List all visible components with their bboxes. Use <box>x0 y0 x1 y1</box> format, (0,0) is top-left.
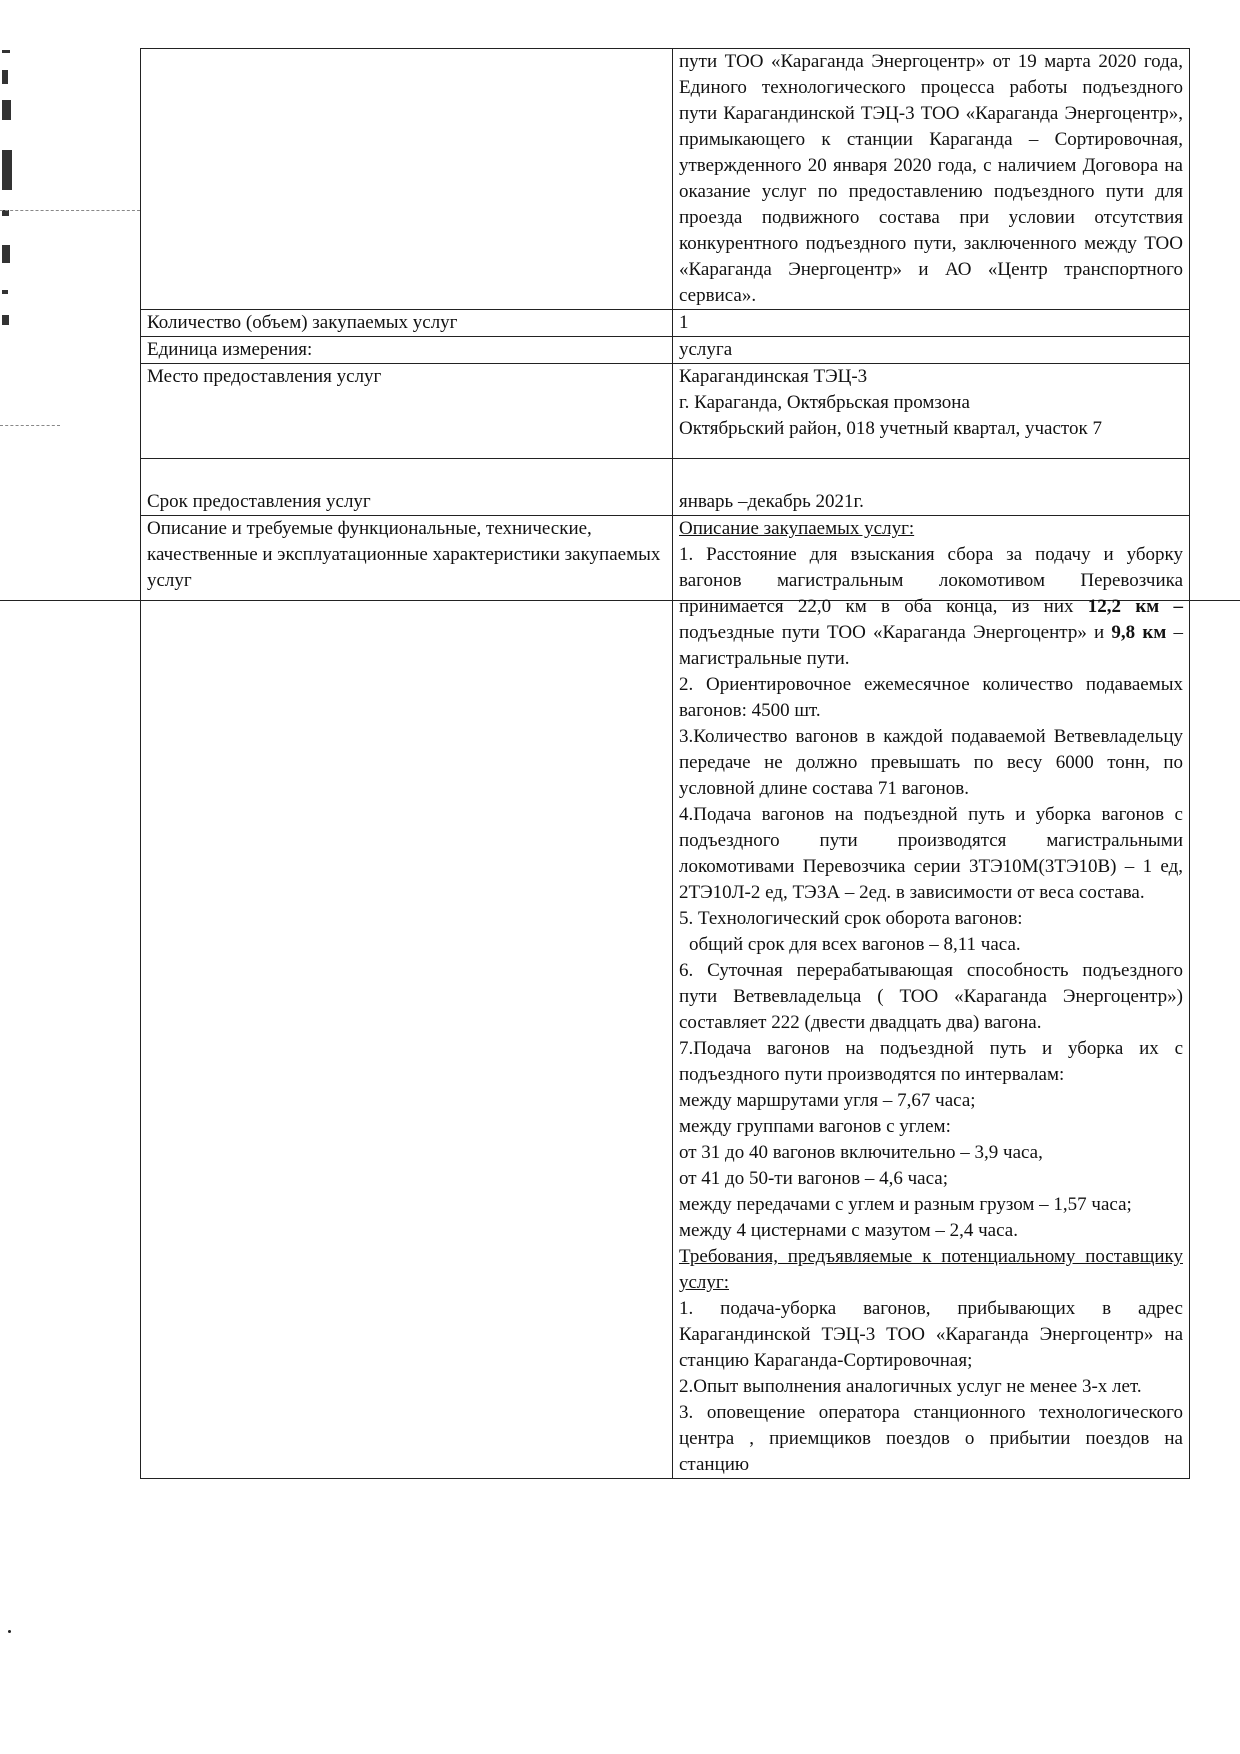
interval-line: между передачами с углем и разным грузом – 1,57 часа; <box>679 1194 1132 1215</box>
text-fragment: подъездные пути ТОО «Караганда Энергоцентр» и <box>679 622 1112 643</box>
description-paragraph: 5. Технологический срок оборота вагонов: <box>679 908 1023 929</box>
description-value <box>673 516 1190 1479</box>
description-paragraph: общий срок для всех вагонов – 8,11 часа. <box>689 934 1021 955</box>
description-paragraph: 2. Ориентировочное ежемесячное количество подаваемых вагонов: 4500 шт. <box>679 674 1183 721</box>
interval-line: между маршрутами угля – 7,67 часа; <box>679 1090 976 1111</box>
specification-table <box>140 48 1190 1479</box>
scan-margin-marks <box>2 40 14 340</box>
scan-dashed-line <box>0 425 60 426</box>
unit-value: услуга <box>673 337 1190 364</box>
description-heading: Описание закупаемых услуг: <box>679 518 915 539</box>
description-paragraph <box>679 542 1183 672</box>
text-fragment: –магистральные пути. <box>679 622 1183 669</box>
empty-cell <box>141 49 673 310</box>
description-label: Описание и требуемые функциональные, технические, качественные и эксплуатационные характеристики закупаемых услуг <box>141 516 673 1479</box>
place-line: г. Караганда, Октябрьская промзона <box>679 392 970 413</box>
interval-line: от 31 до 40 вагонов включительно – 3,9 часа, <box>679 1142 1043 1163</box>
interval-line: между 4 цистернами с мазутом – 2,4 часа. <box>679 1220 1018 1241</box>
place-line: Октябрьский район, 018 учетный квартал, участок 7 <box>679 418 1102 439</box>
interval-line: между группами вагонов с углем: <box>679 1116 951 1137</box>
requirement-item: 1. подача-уборка вагонов, прибывающих в адрес Карагандинской ТЭЦ-3 ТОО «Караганда Энергоцентр» на станцию Караганда-Сортировочная; <box>679 1298 1183 1371</box>
requirements-heading: Требования, предъявляемые к потенциальному поставщику услуг: <box>679 1246 1183 1293</box>
quantity-label: Количество (объем) закупаемых услуг <box>141 310 673 337</box>
place-label: Место предоставления услуг <box>141 364 673 459</box>
term-value: январь –декабрь 2021г. <box>673 459 1190 516</box>
table-row <box>141 364 1190 459</box>
intro-text: пути ТОО «Караганда Энергоцентр» от 19 марта 2020 года, Единого технологического процесса работы подъездного пути Карагандинской ТЭЦ-3 ТОО «Караганда Энергоцентр», примыкающего к станции Караганда – Сортировочная, утвержденного 20 января 2020 года, с наличием Договора на оказание услуг по предоставлению подъездного пути для проезда подвижного состава при условии отсутствия конкурентного подъездного пути, заключенного между ТОО «Караганда Энергоцентр» и АО «Центр транспортного сервиса». <box>673 49 1190 310</box>
bold-fragment: 9,8 км <box>1111 622 1167 643</box>
bold-fragment: 12,2 км – <box>1087 596 1184 617</box>
scan-dot <box>8 1630 11 1633</box>
description-paragraph: 3.Количество вагонов в каждой подаваемой Ветвевладельцу передаче не должно превышать по весу 6000 тонн, по условной длине состава 71 вагонов. <box>679 726 1183 799</box>
requirement-item: 3. оповещение оператора станционного технологического центра , приемщиков поездов о прибытии поездов на станцию <box>679 1402 1183 1475</box>
place-line: Карагандинская ТЭЦ-3 <box>679 366 868 387</box>
table-row <box>141 337 1190 364</box>
quantity-value: 1 <box>673 310 1190 337</box>
term-label: Срок предоставления услуг <box>141 459 673 516</box>
description-paragraph: 4.Подача вагонов на подъездной путь и уборка вагонов с подъездного пути производятся магистральными локомотивами Перевозчика серии 3ТЭ10М(3ТЭ10В) – 1 ед, 2ТЭ10Л-2 ед, ТЭЗА – 2ед. в зависимости от веса состава. <box>679 804 1183 903</box>
place-value <box>673 364 1190 459</box>
description-paragraph: 6. Суточная перерабатывающая способность подъездного пути Ветвевладельца ( ТОО «Караганда Энергоцентр») составляет 222 (двести двадцать два) вагона. <box>679 960 1183 1033</box>
table-row <box>141 49 1190 310</box>
table-row <box>141 459 1190 516</box>
interval-line: от 41 до 50-ти вагонов – 4,6 часа; <box>679 1168 948 1189</box>
table-row <box>141 310 1190 337</box>
requirement-item: 2.Опыт выполнения аналогичных услуг не менее 3-х лет. <box>679 1376 1142 1397</box>
description-paragraph: 7.Подача вагонов на подъездной путь и уборка их с подъездного пути производятся по интервалам: <box>679 1038 1183 1085</box>
unit-label: Единица измерения: <box>141 337 673 364</box>
table-row <box>141 516 1190 1479</box>
text-fragment: 1. Расстояние для взыскания сбора за подачу и уборку вагонов магистральным локомотивом Перевозчика принимается 22,0 км в оба конца, из них <box>679 544 1183 617</box>
scan-dashed-line <box>0 210 140 211</box>
